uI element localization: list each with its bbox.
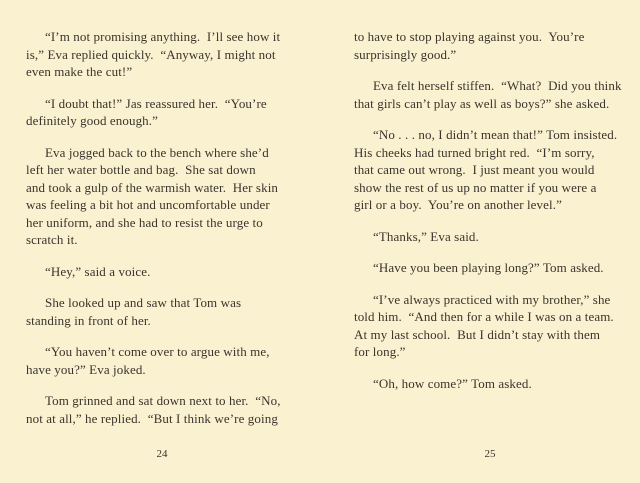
page-left-text — [26, 28, 312, 441]
text-line: “You haven’t come over to argue with me, — [45, 344, 270, 359]
text-line: “I’m not promising anything. I’ll see how it — [45, 29, 281, 44]
text-line: “Have you been playing long?” Tom asked. — [373, 260, 604, 275]
text-line: Tom grinned and sat down next to her. “No, — [45, 393, 281, 408]
paragraph — [26, 263, 312, 281]
text-line: and took a gulp of the warmish water. Her skin — [26, 179, 279, 195]
text-line: She looked up and saw that Tom was — [45, 295, 242, 310]
page-number-left: 24 — [156, 448, 168, 460]
paragraph — [26, 294, 312, 329]
paragraph — [354, 291, 640, 361]
text-line: to have to stop playing against you. You’re — [354, 29, 585, 44]
text-line: left her water bottle and bag. She sat down — [26, 162, 256, 177]
text-line: Eva felt herself stiffen. “What? Did you think — [373, 78, 622, 93]
page-right-text — [354, 28, 640, 406]
text-line: even make the cut!” — [26, 64, 133, 79]
paragraph — [354, 28, 640, 63]
paragraph — [354, 375, 640, 393]
paragraph — [26, 144, 312, 249]
text-line: “Oh, how come?” Tom asked. — [373, 375, 532, 391]
text-line: girl or a boy. You’re on another level.” — [354, 197, 562, 212]
text-line: told him. “And then for a while I was on a team. — [354, 309, 614, 324]
paragraph — [26, 28, 312, 81]
paragraph — [26, 343, 312, 378]
page-number-right: 25 — [484, 448, 496, 460]
paragraph — [26, 95, 312, 130]
text-line: Eva jogged back to the bench where she’d — [45, 144, 269, 160]
text-line: At my last school. But I didn’t stay with them — [354, 326, 601, 342]
text-line: have you?” Eva joked. — [26, 361, 146, 377]
text-line: His cheeks had turned bright red. “I’m sorry, — [354, 144, 595, 160]
paragraph — [354, 228, 640, 246]
text-line: “I’ve always practiced with my brother,” she — [373, 291, 611, 307]
text-line: scratch it. — [26, 232, 78, 247]
text-line: for long.” — [354, 344, 406, 359]
text-line: not at all,” he replied. “But I think we’re going — [26, 410, 278, 426]
text-line: “I doubt that!” Jas reassured her. “You’re — [45, 95, 267, 111]
book-page-right — [320, 0, 640, 483]
text-line: show the rest of us up no matter if you were a — [354, 179, 597, 195]
paragraph — [26, 392, 312, 427]
text-line: “Hey,” said a voice. — [45, 263, 151, 279]
text-line: surprisingly good.” — [354, 46, 457, 62]
text-line: “Thanks,” Eva said. — [373, 228, 479, 244]
text-line: definitely good enough.” — [26, 113, 159, 128]
text-line: standing in front of her. — [26, 312, 151, 328]
text-line: “No . . . no, I didn’t mean that!” Tom insisted. — [373, 127, 618, 142]
paragraph — [354, 126, 640, 214]
paragraph — [354, 77, 640, 112]
text-line: that came out wrong. I just meant you would — [354, 162, 595, 177]
text-line: her uniform, and she had to resist the urge to — [26, 214, 263, 230]
paragraph — [354, 259, 640, 277]
text-line: is,” Eva replied quickly. “Anyway, I might not — [26, 46, 276, 62]
text-line: that girls can’t play as well as boys?” she asked. — [354, 95, 610, 111]
text-line: was feeling a bit hot and uncomfortable under — [26, 197, 270, 212]
